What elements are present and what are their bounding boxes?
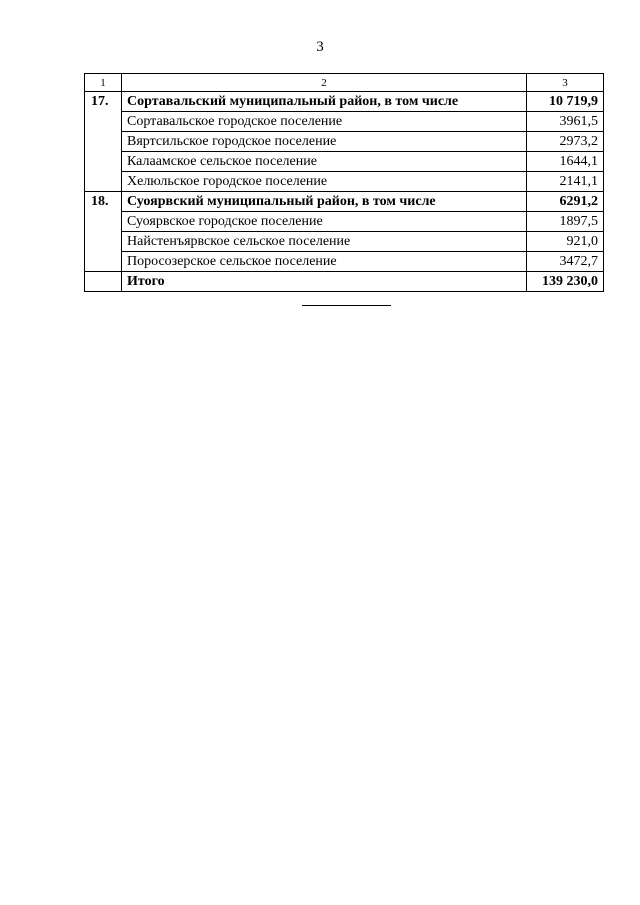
table-row — [85, 152, 604, 172]
end-of-document-line — [302, 305, 391, 306]
allocation-table — [84, 73, 604, 292]
column-header-1: 1 — [85, 74, 122, 92]
settlement-name: Найстенъярвское сельское поселение — [122, 232, 527, 252]
settlement-name: Вяртсильское городское поселение — [122, 132, 527, 152]
column-header-3: 3 — [527, 74, 604, 92]
group-row-18 — [85, 192, 604, 212]
table-row — [85, 232, 604, 252]
group-title-18: Суоярвский муниципальный район, в том числе — [122, 192, 527, 212]
group-number-17: 17. — [85, 92, 122, 192]
page-number: 3 — [316, 39, 324, 55]
table-row — [85, 252, 604, 272]
settlement-value: 921,0 — [527, 232, 604, 252]
group-number-18: 18. — [85, 192, 122, 272]
settlement-name: Поросозерское сельское поселение — [122, 252, 527, 272]
table-row — [85, 212, 604, 232]
summary-row — [85, 272, 604, 292]
settlement-value: 2973,2 — [527, 132, 604, 152]
settlement-value: 1897,5 — [527, 212, 604, 232]
summary-empty-cell — [85, 272, 122, 292]
table-row — [85, 172, 604, 192]
settlement-value: 1644,1 — [527, 152, 604, 172]
table-row — [85, 112, 604, 132]
settlement-value: 3472,7 — [527, 252, 604, 272]
summary-label: Итого — [122, 272, 527, 292]
table-row — [85, 132, 604, 152]
settlement-name: Суоярвское городское поселение — [122, 212, 527, 232]
group-row-17 — [85, 92, 604, 112]
table-header-row — [85, 74, 604, 92]
settlement-value: 2141,1 — [527, 172, 604, 192]
column-header-2: 2 — [122, 74, 527, 92]
settlement-value: 3961,5 — [527, 112, 604, 132]
group-total-18: 6291,2 — [527, 192, 604, 212]
summary-value: 139 230,0 — [527, 272, 604, 292]
group-title-17: Сортавальский муниципальный район, в том числе — [122, 92, 527, 112]
settlement-name: Сортавальское городское поселение — [122, 112, 527, 132]
group-total-17: 10 719,9 — [527, 92, 604, 112]
settlement-name: Хелюльское городское поселение — [122, 172, 527, 192]
settlement-name: Калаамское сельское поселение — [122, 152, 527, 172]
